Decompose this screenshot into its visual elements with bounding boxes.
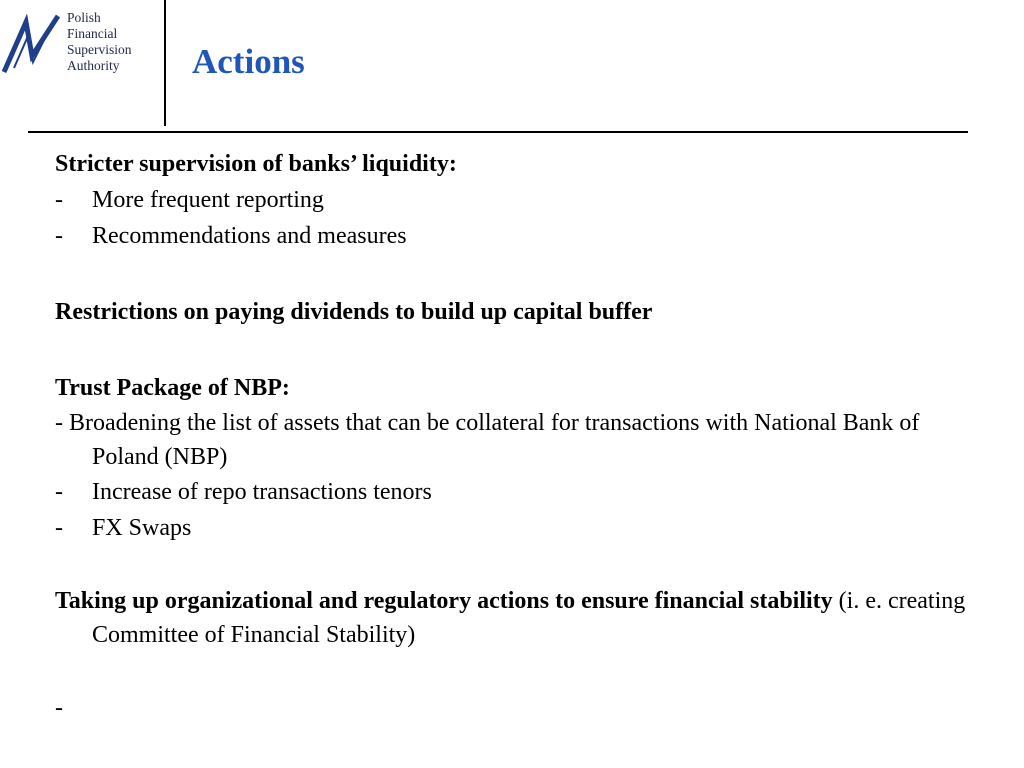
logo-line: Supervision: [67, 42, 132, 57]
logo-line: Authority: [67, 58, 120, 73]
logo-text: [67, 10, 132, 74]
spacer: [55, 546, 985, 584]
list-item-text: Recommendations and measures: [92, 223, 407, 249]
list-item: [55, 510, 985, 546]
logo-line: Polish: [67, 10, 101, 25]
list-item-text: More frequent reporting: [92, 187, 324, 213]
list-item: - Broadening the list of assets that can be collateral for transactions with National Bank of Poland (NBP): [55, 410, 920, 470]
slide-body: [55, 146, 985, 726]
header-horizontal-rule: [28, 131, 968, 133]
section-heading-dividends: Restrictions on paying dividends to build up capital buffer: [55, 299, 653, 325]
bullet-dash: -: [55, 695, 63, 721]
bullet-dash: -: [55, 187, 63, 213]
bullet-dash: -: [55, 515, 63, 541]
list-item: [55, 474, 985, 510]
pfsa-logo-mark-icon: [0, 10, 64, 76]
list-item: [55, 182, 985, 218]
pfsa-logo: [0, 0, 160, 100]
bullet-dash: -: [55, 479, 63, 505]
list-item-text: Increase of repo transactions tenors: [92, 479, 432, 505]
section-organizational-note: (i. e. creating Committee of Financial Stability): [92, 588, 966, 648]
list-item: [55, 218, 985, 254]
section-organizational: [55, 584, 985, 652]
section-heading-liquidity: Stricter supervision of banks’ liquidity:: [55, 151, 457, 177]
spacer: [55, 652, 985, 690]
slide-title: Actions: [192, 42, 305, 81]
bullet-dash: -: [55, 223, 63, 249]
trailing-dash: [55, 690, 985, 726]
spacer: [55, 254, 985, 294]
list-item-text: FX Swaps: [92, 515, 192, 541]
spacer: [55, 330, 985, 370]
logo-line: Financial: [67, 26, 118, 41]
header-vertical-divider: [164, 0, 166, 126]
section-heading-organizational: Taking up organizational and regulatory actions to ensure financial stability: [55, 588, 833, 614]
section-heading-trust-package: Trust Package of NBP:: [55, 375, 290, 401]
